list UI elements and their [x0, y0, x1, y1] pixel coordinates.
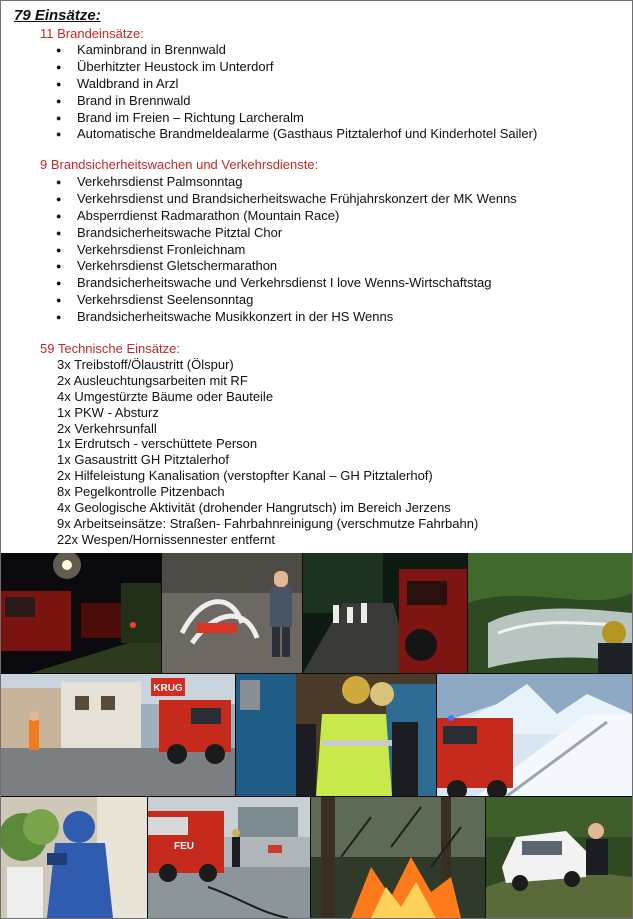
list-item: 1x PKW - Absturz	[57, 404, 159, 420]
section-heading-technical: 59 Technische Einsätze:	[40, 341, 180, 356]
section-heading-fire: 11 Brandeinsätze:	[40, 26, 144, 41]
list-item: ● Automatische Brandmeldealarme (Gasthaus Pitztalerhof und Kinderhotel Sailer)	[56, 126, 537, 143]
photo-forest-fire	[311, 797, 485, 918]
list-item: ● Waldbrand in Arzl	[56, 76, 537, 93]
list-item: 2x Verkehrsunfall	[57, 420, 157, 436]
photo-collage	[1, 553, 632, 918]
photo-hose-equipment	[162, 553, 302, 673]
photo-night-fire-trucks	[1, 553, 161, 673]
list-item: 8x Pegelkontrolle Pitzenbach	[57, 484, 225, 500]
list-item: ● Verkehrsdienst und Brandsicherheitswache Frühjahrskonzert der MK Wenns	[56, 191, 517, 208]
photo-village-fire-truck	[1, 674, 235, 796]
photo-flooded-street-truck	[148, 797, 310, 918]
truck-lettering: FEU	[174, 841, 194, 852]
list-item: ● Verkehrsdienst Fronleichnam	[56, 242, 517, 259]
list-item: ● Verkehrsdienst Seelensonntag	[56, 292, 517, 309]
photo-wasp-removal	[1, 797, 147, 918]
list-fire	[56, 42, 537, 143]
photo-night-traffic-duty	[303, 553, 467, 673]
list-item: 3x Treibstoff/Ölaustritt (Ölspur)	[57, 357, 234, 372]
list-item: 1x Erdrutsch - verschüttete Person	[57, 436, 258, 452]
list-item: 4x Geologische Aktivität (drohender Hangrutsch) im Bereich Jerzens	[57, 500, 451, 516]
list-item: ● Absperrdienst Radmarathon (Mountain Race)	[56, 208, 517, 225]
list-item: ● Überhitzter Heustock im Unterdorf	[56, 59, 537, 76]
list-item: ● Brandsicherheitswache Musikkonzert in der HS Wenns	[56, 309, 517, 326]
list-item: ● Verkehrsdienst Palmsonntag	[56, 174, 517, 191]
list-item: ● Brandsicherheitswache Pitztal Chor	[56, 225, 517, 242]
list-technical	[57, 357, 478, 548]
list-item: 2x Hilfeleistung Kanalisation (verstopfter Kanal – GH Pitztalerhof)	[57, 468, 433, 484]
list-item: ● Brandsicherheitswache und Verkehrsdienst I love Wenns-Wirtschaftstag	[56, 275, 517, 292]
list-item: ● Verkehrsdienst Gletschermarathon	[56, 258, 517, 275]
list-item: ● Brand im Freien – Richtung Larcheralm	[56, 110, 537, 127]
photo-car-crash	[486, 797, 632, 918]
list-item: 22x Wespen/Hornissennester entfernt	[57, 531, 275, 547]
photo-firefighters-safety-vest	[236, 674, 436, 796]
shop-sign-text: KRUG	[153, 683, 183, 694]
list-item: 1x Gasaustritt GH Pitztalerhof	[57, 452, 229, 468]
section-heading-safety: 9 Brandsicherheitswachen und Verkehrsdienste:	[40, 157, 319, 172]
list-safety	[56, 174, 517, 326]
list-item: 4x Umgestürzte Bäume oder Bauteile	[57, 388, 274, 404]
page-title: 79 Einsätze:	[14, 7, 101, 24]
list-item: 9x Arbeitseinsätze: Straßen- Fahrbahnreinigung (verschmutze Fahrbahn)	[57, 515, 479, 531]
report-text	[1, 1, 632, 553]
list-item: 2x Ausleuchtungsarbeiten mit RF	[57, 372, 248, 388]
photo-snowy-road-truck	[437, 674, 632, 796]
photo-river-flood	[468, 553, 632, 673]
list-item: ● Brand in Brennwald	[56, 93, 537, 110]
list-item: ● Kaminbrand in Brennwald	[56, 42, 537, 59]
